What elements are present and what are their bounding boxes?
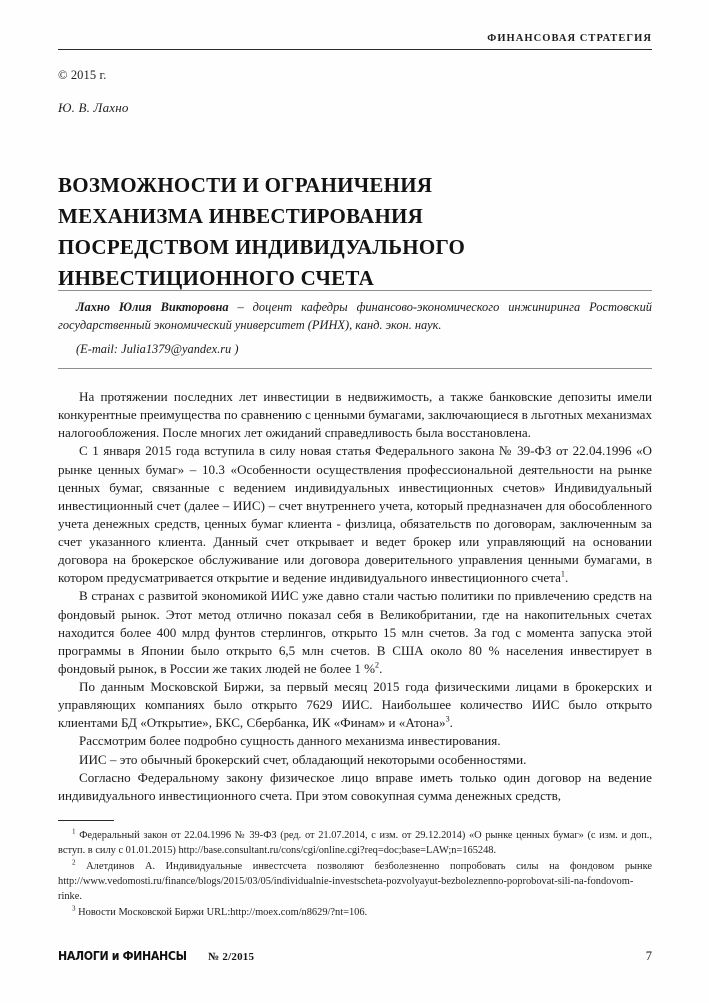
body-paragraph-text: С 1 января 2015 года вступила в силу новая статья Федерального закона № 39-ФЗ от 22.04.1996 «О рынке ценных бумаг» – 10.3 «Особенности осуществления профессиональной деятельности на рынке ценных бумаг, связанные с ведением индивидуальных инвестиционных счетов» Индивидуальный инвестиционный счет (далее – ИИС) – счет внутреннего учета, который предназначен для обособленного учета денежных средств, ценных бумаг клиента - физлица, обязательств по договорам, заключенным за счет указанного клиента. Данный счет открывает и ведет брокер или управляющий на основании договора на брокерское обслуживание или договора доверительного управления ценными бумагами, в котором предусматривается открытие и ведение индивидуального инвестиционного счета	[58, 443, 652, 586]
author-email: (E-mail: Julia1379@yandex.ru )	[76, 342, 239, 357]
footnote-ref-3[interactable]: 3	[445, 714, 450, 724]
body-paragraph	[58, 587, 652, 678]
page-header	[58, 33, 652, 50]
body-paragraph-text: По данным Московской Биржи, за первый месяц 2015 года физическими лицами в брокерских и управляющих компаниях было открыто 7629 ИИС. Наибольшее количество ИИС было открыто клиентами БД «Открытие», БКС, Сбербанка, ИК «Финам» и «Атона»	[58, 679, 652, 731]
author-short-name: Ю. В. Лахно	[58, 100, 129, 115]
footnote-text: Федеральный закон от 22.04.1996 № 39-ФЗ (ред. от 21.07.2014, с изм. от 29.12.2014) «О рынке ценных бумаг» (с изм. и доп., вступ. в силу с 01.01.2015) http://base.consultant.ru/cons/cgi/online.cgi?req=doc;base=LAW;n=165248.	[58, 830, 652, 857]
author-affiliation-paragraph	[58, 299, 652, 334]
paragraph-period: .	[379, 660, 383, 676]
footnote-text: Алетдинов А. Индивидуальные инвестсчета позволяют безболезненно попробовать силы на фондовом рынке http://www.vedomosti.ru/finance/blogs/2015/03/05/individualnie-investscheta-pozvolyayut-bezboleznenno-poprobovat-sili-na-fondovom-rinke.	[58, 861, 652, 903]
footnote-item	[58, 905, 652, 920]
author-affiliation: – доцент кафедры финансово-экономического инжиниринга Ростовский государственный экономический университет (РИНХ), канд. экон. наук.	[58, 300, 652, 332]
author-full-name: Лахно Юлия Викторовна	[76, 300, 229, 314]
paragraph-period: .	[564, 570, 569, 586]
body-paragraph-text: В странах с развитой экономикой ИИС уже давно стали частью политики по привлечению средств на фондовый рынок. Этот метод отлично показал себя в Великобритании, где на накопительных счетах находится более 400 млрд фунтов стерлингов, открыто 15 млн счетов. За год с момента запуска этой программы в Японии было открыто 6,5 млн счетов. В США около 80 % населения инвестирует в фондовый рынок, в России же таких людей не более 1 %	[58, 588, 652, 676]
footnote-ref-1[interactable]: 1	[560, 569, 565, 579]
footer-journal-block	[58, 948, 254, 963]
body-paragraph	[58, 678, 652, 732]
footnotes-section	[58, 820, 652, 921]
article-body	[58, 388, 652, 805]
paragraph-period: .	[449, 715, 453, 731]
page-title	[58, 170, 658, 293]
footnote-marker: 3	[72, 904, 76, 913]
page-footer	[58, 948, 652, 964]
title-line-4: ИНВЕСТИЦИОННОГО СЧЕТА	[58, 265, 375, 290]
footnote-marker: 1	[72, 827, 76, 836]
footnote-marker: 2	[72, 858, 76, 867]
title-line-1: ВОЗМОЖНОСТИ И ОГРАНИЧЕНИЯ	[58, 173, 433, 198]
body-paragraph: Согласно Федеральному закону физическое лицо вправе иметь только один договор на ведение индивидуального инвестиционного счета. При этом совокупная сумма денежных средств,	[58, 769, 652, 803]
body-paragraph: Рассмотрим более подробно сущность данного механизма инвестирования.	[79, 733, 501, 749]
footnote-item	[58, 828, 652, 858]
footnote-separator-rule	[58, 820, 114, 821]
title-line-3: ПОСРЕДСТВОМ ИНДИВИДУАЛЬНОГО	[58, 234, 466, 259]
body-paragraph: На протяжении последних лет инвестиции в недвижимость, а также банковские депозиты имели конкурентные преимущества по сравнению с ценными бумагами, заключающиеся в льготных механизмах налогообложения. После многих лет ожиданий справедливость была восстановлена.	[58, 389, 652, 441]
title-line-2: МЕХАНИЗМА ИНВЕСТИРОВАНИЯ	[58, 203, 424, 228]
body-paragraph: ИИС – это обычный брокерский счет, обладающий некоторыми особенностями.	[79, 751, 527, 767]
footnote-item	[58, 859, 652, 904]
body-paragraph	[58, 442, 652, 587]
copyright-line: © 2015 г.	[58, 68, 107, 82]
journal-logo-text: НАЛОГИ и ФИНАНСЫ	[58, 948, 187, 963]
journal-issue: № 2/2015	[208, 951, 255, 963]
page-number: 7	[645, 949, 652, 963]
author-info-box	[58, 290, 652, 369]
footnote-ref-2[interactable]: 2	[375, 660, 380, 670]
footnote-text: Новости Московской Биржи URL:http://moex.com/n8629/?nt=106.	[78, 907, 368, 919]
header-rule	[58, 49, 652, 50]
running-head: ФИНАНСОВАЯ СТРАТЕГИЯ	[487, 33, 652, 44]
